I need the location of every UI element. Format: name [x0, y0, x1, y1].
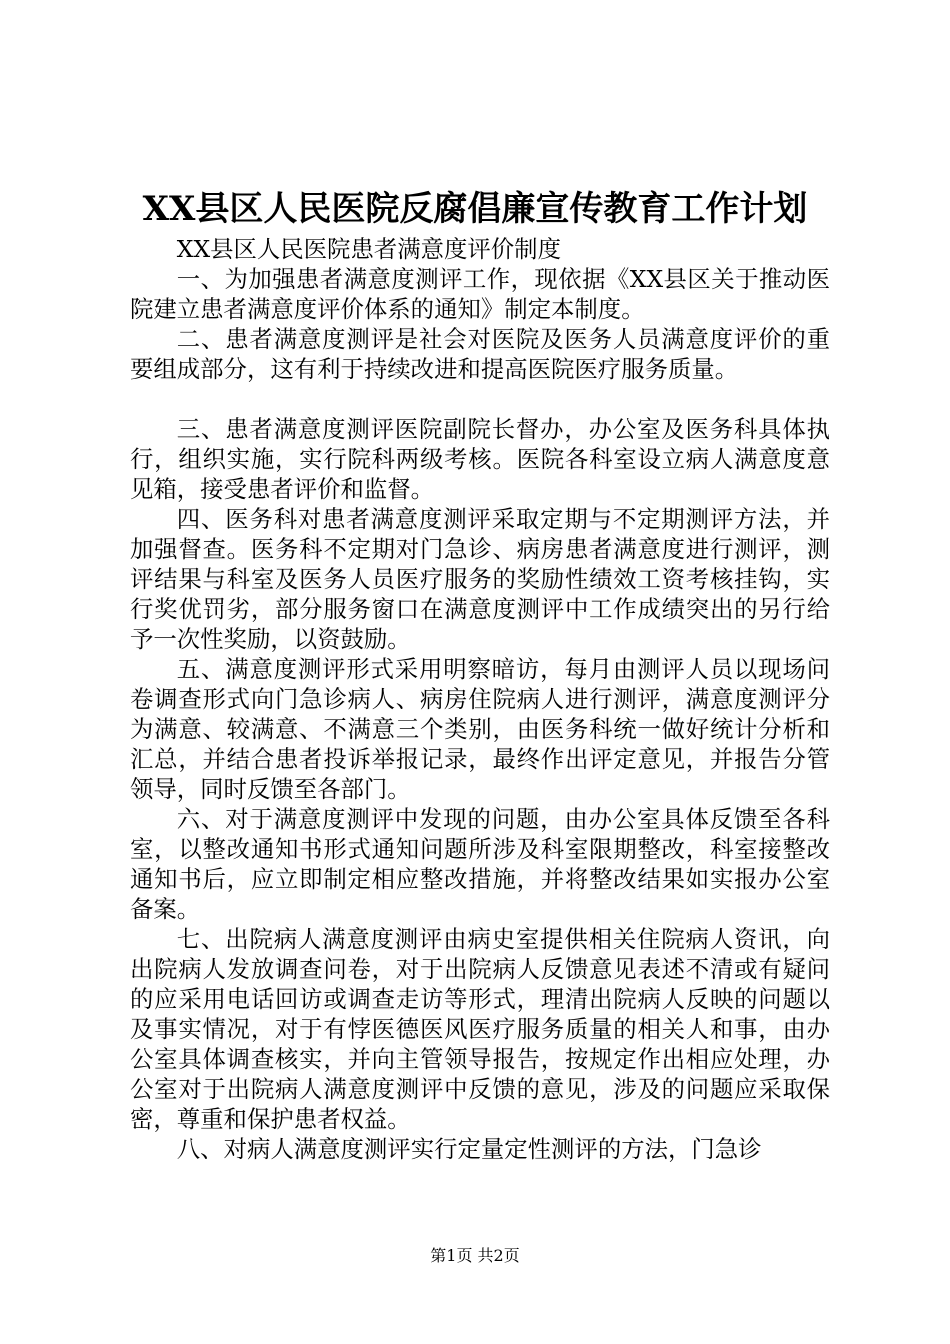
paragraph-1: 一、为加强患者满意度测评工作，现依据《XX县区关于推动医院建立患者满意度评价体系的通知》制定本制度。 — [130, 265, 830, 323]
paragraph-8: 八、对病人满意度测评实行定量定性测评的方法，门急诊 — [176, 1135, 762, 1163]
document-title: XX县区人民医院反腐倡廉宣传教育工作计划 — [142, 189, 808, 229]
paragraph-6: 六、对于满意度测评中发现的问题，由办公室具体反馈至各科室，以整改通知书形式通知问题所涉及科室限期整改，科室接整改通知书后，应立即制定相应整改措施，并将整改结果如实报办公室备案。 — [130, 805, 830, 923]
paragraph-3: 三、患者满意度测评医院副院长督办，办公室及医务科具体执行，组织实施，实行院科两级考核。医院各科室设立病人满意度意见箱，接受患者评价和监督。 — [130, 415, 830, 503]
paragraph-7: 七、出院病人满意度测评由病史室提供相关住院病人资讯，向出院病人发放调查问卷，对于出院病人反馈意见表述不清或有疑问的应采用电话回访或调查走访等形式，理清出院病人反映的问题以及事实情况，对于有悖医德医风医疗服务质量的相关人和事，由办公室具体调查核实，并向主管领导报告，按规定作出相应处理，办公室对于出院病人满意度测评中反馈的意见，涉及的问题应采取保密，尊重和保护患者权益。 — [130, 925, 830, 1133]
page-number-footer: 第1页 共2页 — [430, 1246, 520, 1265]
paragraph-subtitle: XX县区人民医院患者满意度评价制度 — [176, 235, 561, 263]
paragraph-5: 五、满意度测评形式采用明察暗访，每月由测评人员以现场问卷调查形式向门急诊病人、病房住院病人进行测评，满意度测评分为满意、较满意、不满意三个类别，由医务科统一做好统计分析和汇总，并结合患者投诉举报记录，最终作出评定意见，并报告分管领导，同时反馈至各部门。 — [130, 655, 830, 803]
paragraph-2: 二、患者满意度测评是社会对医院及医务人员满意度评价的重要组成部分，这有利于持续改进和提高医院医疗服务质量。 — [130, 325, 830, 383]
paragraph-4: 四、医务科对患者满意度测评采取定期与不定期测评方法，并加强督查。医务科不定期对门急诊、病房患者满意度进行测评，测评结果与科室及医务人员医疗服务的奖励性绩效工资考核挂钩，实行奖优罚劣，部分服务窗口在满意度测评中工作成绩突出的另行给予一次性奖励，以资鼓励。 — [130, 505, 830, 653]
document-body — [130, 234, 830, 1164]
